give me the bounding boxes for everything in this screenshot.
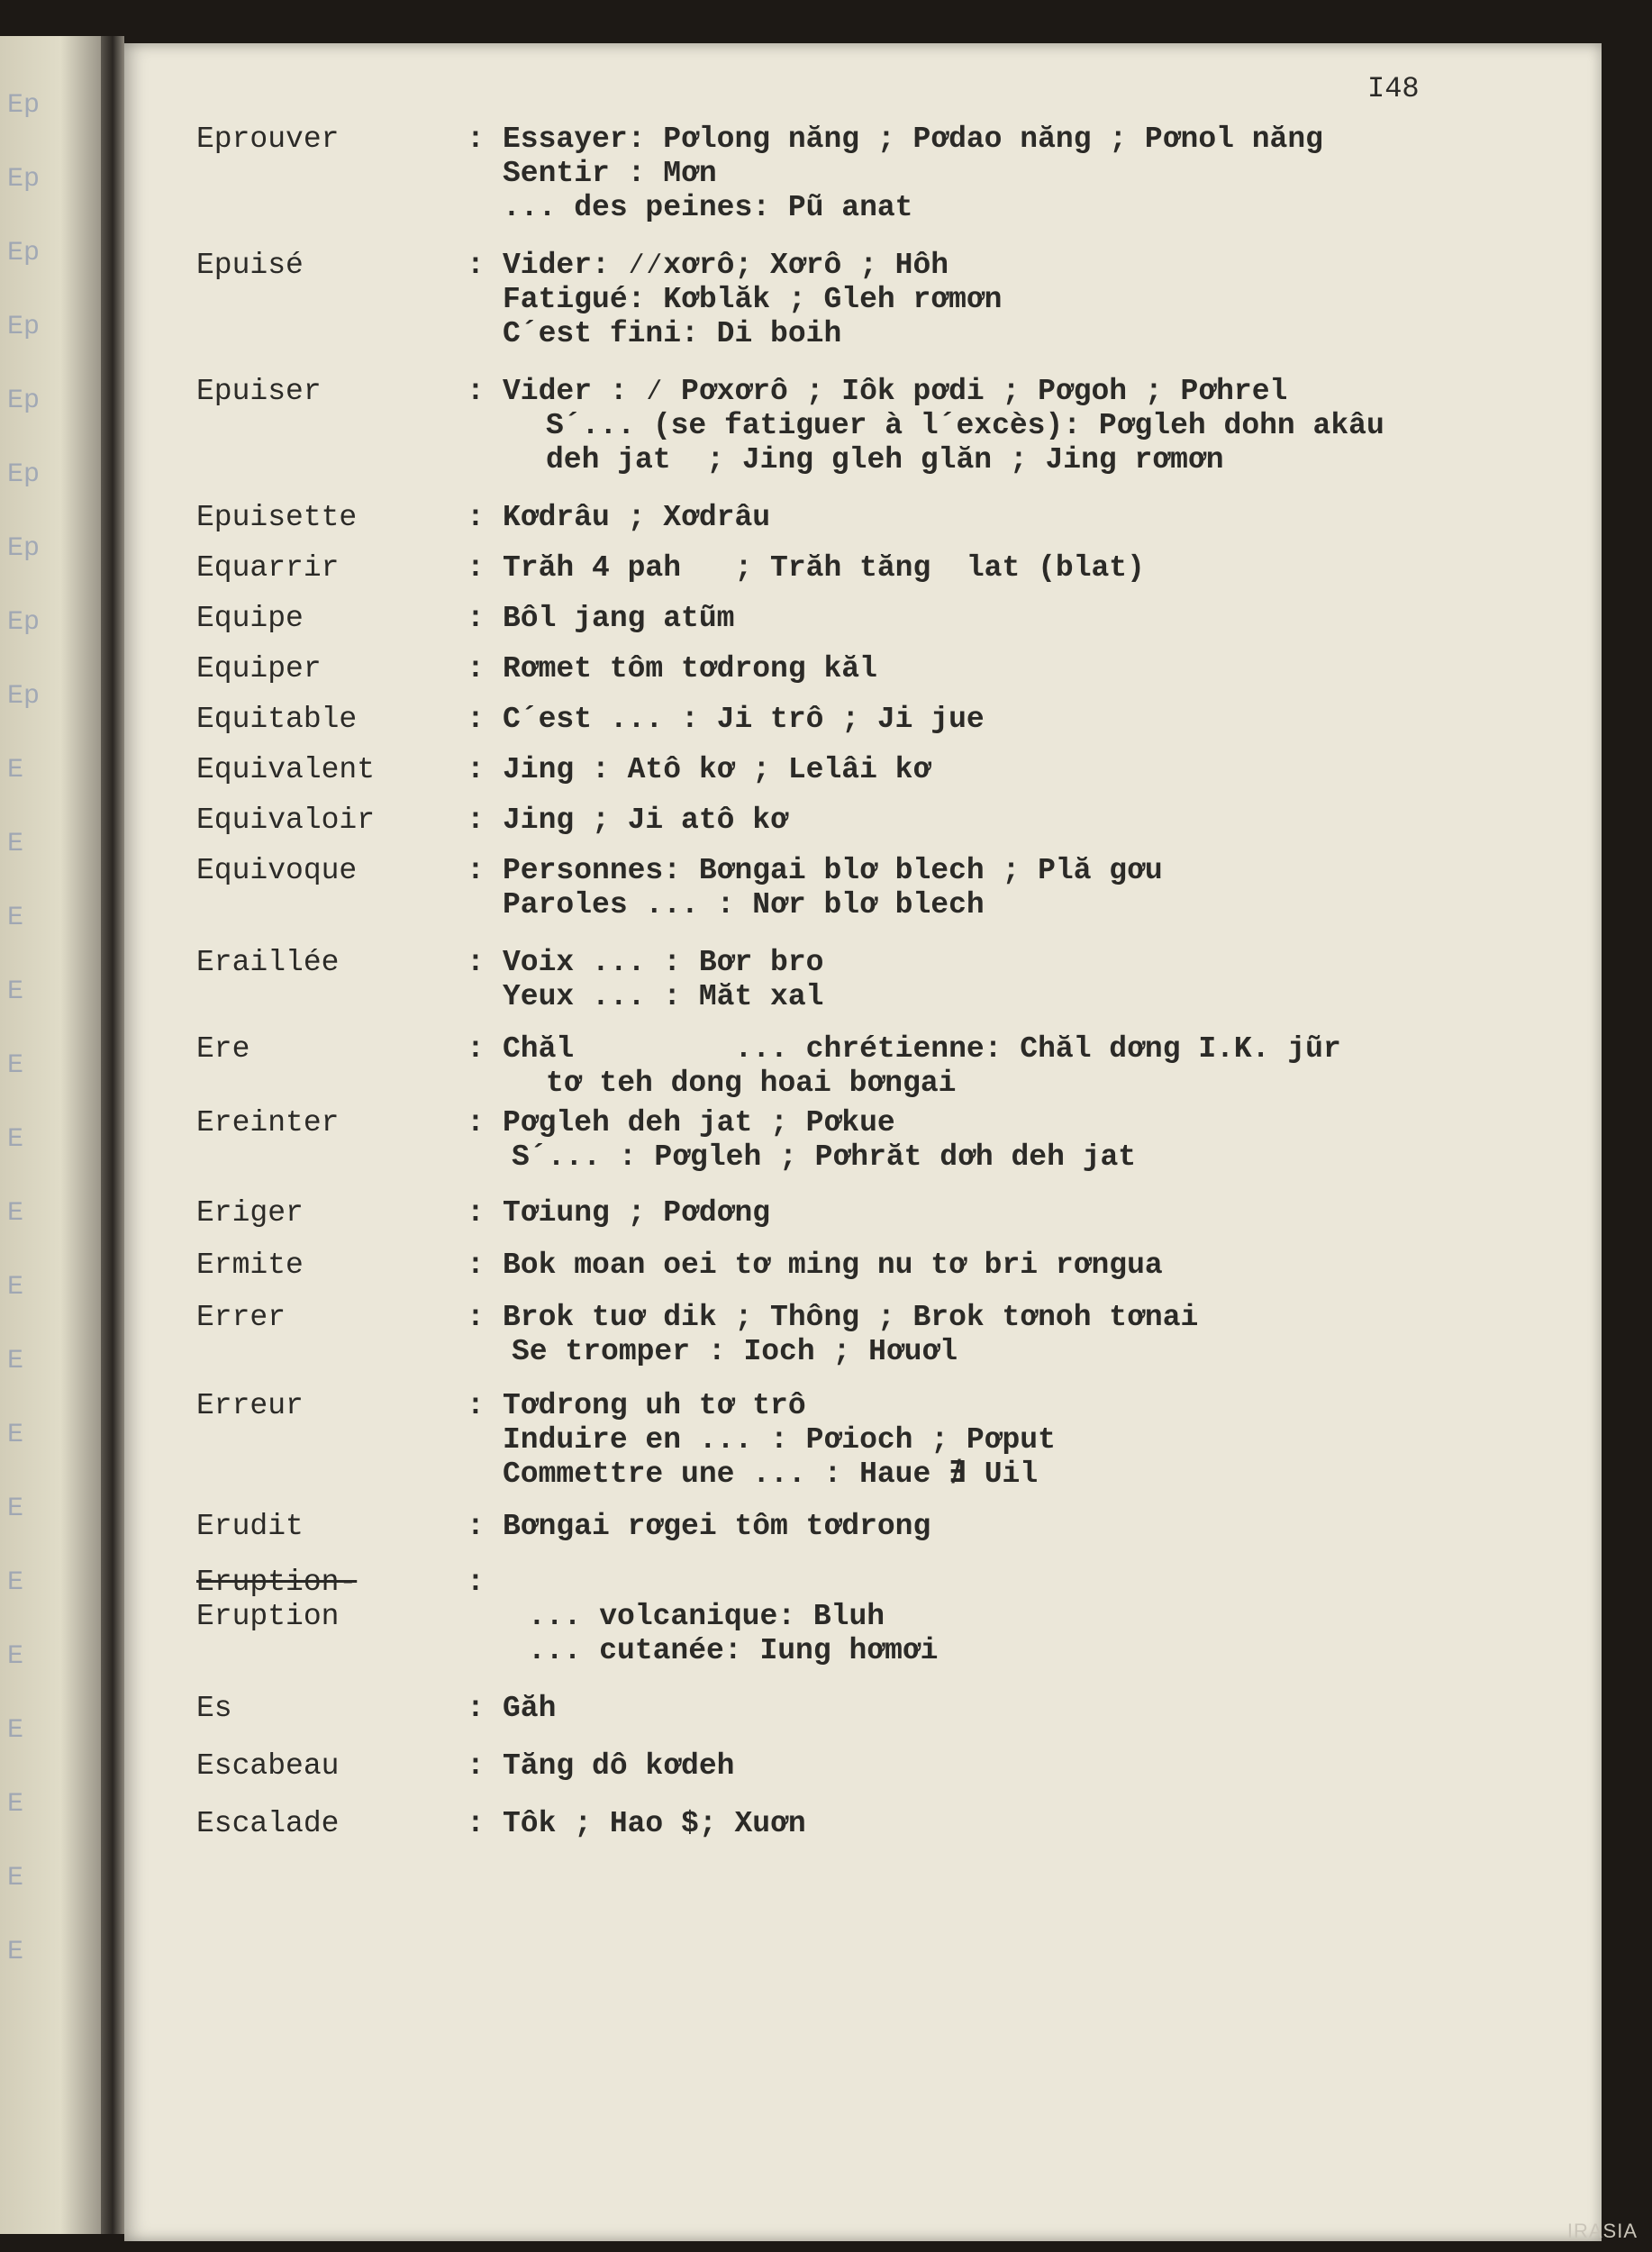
- dictionary-entry: [196, 1807, 1602, 1841]
- headword-line: Equiper: [196, 652, 322, 686]
- definition: [503, 1106, 1602, 1175]
- dictionary-entry: [196, 753, 1602, 787]
- headword-line: Equivalent: [196, 753, 376, 786]
- definition: [503, 1510, 1602, 1544]
- definition-line: C´est ... : Ji trô ; Ji jue: [503, 703, 985, 736]
- ghost-text: E: [7, 903, 24, 933]
- ghost-text: E: [7, 1198, 24, 1229]
- ghost-text: E: [7, 1863, 24, 1893]
- headword: [196, 551, 467, 586]
- definition: [503, 1249, 1602, 1283]
- headword: [196, 501, 467, 535]
- headword: [196, 946, 467, 980]
- headword-line: Equivoque: [196, 854, 358, 887]
- separator-colon: :: [467, 1249, 485, 1282]
- separator-colon: :: [467, 703, 485, 736]
- definition-line: Commettre une ... : Haue ∄ Uil: [503, 1457, 1039, 1491]
- definition-line: Chăl ... chrétienne: Chăl dơng I.K. jũr: [503, 1032, 1341, 1066]
- definition-line: ... des peines: Pũ anat: [503, 191, 913, 224]
- definition-line: Bôl jang atũm: [503, 602, 735, 635]
- definition-line: deh jat ; Jing gleh glăn ; Jing rơmơn: [546, 443, 1224, 477]
- definition-line: Brok tuơ dik ; Thông ; Brok tơnoh tơnai: [503, 1301, 1199, 1334]
- ghost-text: E: [7, 1124, 24, 1155]
- definition-line: [503, 1566, 1602, 1600]
- separator-colon: :: [467, 1106, 485, 1140]
- ghost-text: E: [7, 1420, 24, 1450]
- headword: [196, 1301, 467, 1335]
- separator-colon: :: [467, 123, 485, 156]
- ghost-text: E: [7, 829, 24, 859]
- definition: [503, 375, 1602, 477]
- headword-line: Eruption: [196, 1600, 340, 1633]
- definition-line: Tơdrong uh tơ trô: [503, 1389, 806, 1422]
- definition-line: ... cutanée: Iung hơmơi: [528, 1634, 939, 1667]
- page-number: I48: [1367, 72, 1420, 105]
- ghost-text: E: [7, 1567, 24, 1598]
- definition-line: Rơmet tôm tơdrong kăl: [503, 652, 877, 686]
- definition-line: Voix ... : Bơr bro: [503, 946, 824, 979]
- dictionary-entry: [196, 501, 1602, 535]
- definition-line: Jing : Atô kơ ; Lelâi kơ: [503, 753, 931, 786]
- definition-line: Fatigué: Kơblăk ; Gleh rơmơn: [503, 283, 1003, 316]
- separator-colon: :: [467, 551, 485, 585]
- separator-colon: :: [467, 1807, 485, 1840]
- headword-line: Equipe: [196, 602, 304, 635]
- headword: [196, 1106, 467, 1140]
- separator-colon: :: [467, 1692, 485, 1725]
- definition-line: Bok moan oei tơ ming nu tơ bri rơngua: [503, 1249, 1163, 1282]
- dictionary-entry: [196, 123, 1602, 225]
- dictionary-entry: [196, 1692, 1602, 1726]
- headword: [196, 703, 467, 737]
- separator-colon: :: [467, 804, 485, 837]
- headword-line: Equitable: [196, 703, 358, 736]
- definition: [503, 1389, 1602, 1492]
- left-page-edge: [0, 36, 101, 2234]
- separator-colon: :: [467, 375, 485, 408]
- definition-line: Tăng dô kơdeh: [503, 1749, 735, 1783]
- definition: [503, 1301, 1602, 1369]
- headword-line: Erudit: [196, 1510, 304, 1543]
- separator-colon: :: [467, 1196, 485, 1230]
- headword: [196, 1389, 467, 1423]
- definition-line: Trăh 4 pah ; Trăh tăng lat (blat): [503, 551, 1145, 585]
- definition-line: Tôk ; Hao $; Xuơn: [503, 1807, 806, 1840]
- dictionary-entry: [196, 602, 1602, 636]
- dictionary-entry: [196, 703, 1602, 737]
- separator-colon: :: [467, 1389, 485, 1422]
- dictionary-entry: [196, 1566, 1602, 1668]
- separator-colon: :: [467, 652, 485, 686]
- headword: [196, 602, 467, 636]
- definition-line: Personnes: Bơngai blơ blech ; Plă gơu: [503, 854, 1163, 887]
- separator-colon: :: [467, 1749, 485, 1783]
- headword: [196, 1566, 467, 1634]
- headword-line: Eprouver: [196, 123, 340, 156]
- headword-line: Errer: [196, 1301, 286, 1334]
- ghost-text: E: [7, 755, 24, 785]
- headword: [196, 854, 467, 888]
- headword-line: Epuisé: [196, 249, 304, 282]
- ghost-text: E: [7, 1050, 24, 1081]
- ghost-text: E: [7, 1789, 24, 1820]
- separator-colon: :: [467, 249, 485, 282]
- definition: [503, 652, 1602, 686]
- definition-line: Paroles ... : Nơr blơ blech: [503, 888, 985, 922]
- definition: [503, 551, 1602, 586]
- dictionary-entry: [196, 375, 1602, 477]
- headword: [196, 652, 467, 686]
- ghost-text: Ep: [7, 459, 41, 490]
- definition-line: Yeux ... : Măt xal: [503, 980, 824, 1013]
- definition: [503, 501, 1602, 535]
- definition-line: Tơiung ; Pơdơng: [503, 1196, 771, 1230]
- headword: [196, 1510, 467, 1544]
- definition: [503, 804, 1602, 838]
- definition: [503, 854, 1602, 922]
- separator-colon: :: [467, 1301, 485, 1334]
- definition: [503, 1807, 1602, 1841]
- headword-line: Escabeau: [196, 1749, 340, 1783]
- headword-line: Equarrir: [196, 551, 340, 585]
- separator-colon: :: [467, 501, 485, 534]
- definition-line: Kơdrâu ; Xơdrâu: [503, 501, 771, 534]
- watermark: IRASIA: [1566, 2220, 1638, 2242]
- definition-line: Sentir : Mơn: [503, 157, 717, 190]
- definition-line: Se tromper : Ioch ; Hơuơl: [512, 1335, 958, 1368]
- definition-line: Vider : ∕ Pơxơrô ; Iôk pơdi ; Pơgoh ; Pơhrel: [503, 375, 1288, 408]
- definition-line: Găh: [503, 1692, 557, 1725]
- headword: [196, 375, 467, 409]
- definition-line: Essayer: Pơlong năng ; Pơdao năng ; Pơnol năng: [503, 123, 1323, 156]
- definition-line: ... volcanique: Bluh: [528, 1600, 885, 1633]
- headword-line: Eruption-: [196, 1566, 358, 1599]
- separator-colon: :: [467, 1566, 485, 1599]
- ghost-text: E: [7, 1346, 24, 1376]
- definition: [503, 123, 1602, 225]
- headword: [196, 249, 467, 283]
- definition: [503, 1692, 1602, 1726]
- dictionary-entry: [196, 1249, 1602, 1283]
- dictionary-entry: [196, 1032, 1602, 1101]
- definition: [503, 1566, 1602, 1668]
- dictionary-entry: [196, 1749, 1602, 1784]
- headword-line: Ermite: [196, 1249, 304, 1282]
- headword: [196, 1749, 467, 1784]
- definition: [503, 753, 1602, 787]
- dictionary-entry: [196, 1301, 1602, 1369]
- dictionary-entries: [196, 104, 1602, 1841]
- dictionary-entry: [196, 249, 1602, 351]
- definition: [503, 946, 1602, 1014]
- separator-colon: :: [467, 753, 485, 786]
- ghost-text: E: [7, 976, 24, 1007]
- ghost-text: Ep: [7, 312, 41, 342]
- definition-line: Induire en ... : Pơioch ; Pơput: [503, 1423, 1056, 1457]
- dictionary-entry: [196, 1196, 1602, 1230]
- dictionary-entry: [196, 551, 1602, 586]
- dictionary-entry: [196, 1389, 1602, 1492]
- ghost-text: Ep: [7, 238, 41, 268]
- definition: [503, 703, 1602, 737]
- dictionary-entry: [196, 1510, 1602, 1544]
- headword-line: Epuisette: [196, 501, 358, 534]
- definition: [503, 249, 1602, 351]
- definition-line: S´... : Pơgleh ; Pơhrăt dơh deh jat: [512, 1140, 1137, 1174]
- separator-colon: :: [467, 1032, 485, 1066]
- dictionary-entry: [196, 946, 1602, 1014]
- definition-line: Vider: ∕∕xơrô; Xơrô ; Hôh: [503, 249, 949, 282]
- headword-line: Eriger: [196, 1196, 304, 1230]
- document-page: [124, 43, 1602, 2241]
- headword: [196, 804, 467, 838]
- definition: [503, 1196, 1602, 1230]
- ghost-text: E: [7, 1715, 24, 1746]
- ghost-text: Ep: [7, 607, 41, 638]
- ghost-text: E: [7, 1494, 24, 1524]
- ghost-text: E: [7, 1641, 24, 1672]
- headword: [196, 1032, 467, 1067]
- headword: [196, 753, 467, 787]
- headword-line: Erreur: [196, 1389, 304, 1422]
- headword: [196, 1692, 467, 1726]
- definition-line: S´... (se fatiguer à l´excès): Pơgleh dohn akâu: [546, 409, 1384, 442]
- ghost-text: Ep: [7, 681, 41, 712]
- dictionary-entry: [196, 1106, 1602, 1175]
- ghost-text: Ep: [7, 533, 41, 564]
- headword-line: Escalade: [196, 1807, 340, 1840]
- headword: [196, 1196, 467, 1230]
- separator-colon: :: [467, 602, 485, 635]
- ghost-text: E: [7, 1272, 24, 1303]
- headword-line: Eraillée: [196, 946, 340, 979]
- headword-line: Ere: [196, 1032, 250, 1066]
- headword: [196, 1807, 467, 1841]
- headword-line: Es: [196, 1692, 232, 1725]
- definition-line: Jing ; Ji atô kơ: [503, 804, 788, 837]
- book-spine: [101, 36, 124, 2234]
- ghost-text: Ep: [7, 386, 41, 416]
- headword-line: Epuiser: [196, 375, 322, 408]
- dictionary-entry: [196, 854, 1602, 922]
- headword-line: Ereinter: [196, 1106, 340, 1140]
- dictionary-entry: [196, 652, 1602, 686]
- definition-line: Bơngai rơgei tôm tơdrong: [503, 1510, 931, 1543]
- ghost-text: E: [7, 1937, 24, 1967]
- separator-colon: :: [467, 1510, 485, 1543]
- dictionary-entry: [196, 804, 1602, 838]
- headword: [196, 1249, 467, 1283]
- definition-line: Pơgleh deh jat ; Pơkue: [503, 1106, 895, 1140]
- definition-line: tơ teh dong hoai bơngai: [546, 1067, 957, 1100]
- ghost-text: Ep: [7, 90, 41, 121]
- separator-colon: :: [467, 854, 485, 887]
- headword: [196, 123, 467, 157]
- ghost-text: Ep: [7, 164, 41, 195]
- headword-line: Equivaloir: [196, 804, 376, 837]
- separator-colon: :: [467, 946, 485, 979]
- definition-line: C´est fini: Di boih: [503, 317, 842, 350]
- definition: [503, 1749, 1602, 1784]
- definition: [503, 1032, 1602, 1101]
- definition: [503, 602, 1602, 636]
